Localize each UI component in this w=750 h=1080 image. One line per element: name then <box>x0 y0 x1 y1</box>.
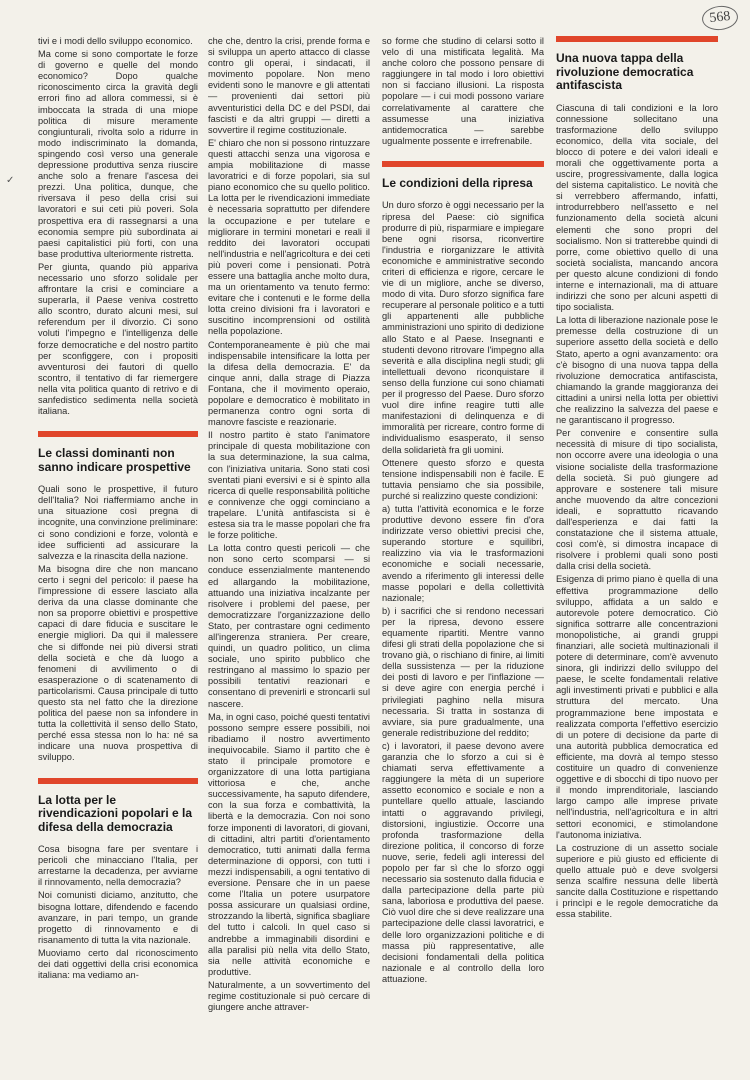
column-4 <box>556 36 718 1072</box>
paragraph: La lotta di liberazione nazionale pose le premesse della costruzione di un superiore assetto della società e dello Stato, aperto a ogni avanzamento: ora c'è bisogno di una nuova tappa della rivoluzione democratica antifascista, chiamando la grande maggioranza dei cittadini a unirsi nella lotta per obiettivi che realizzino la salvezza del paese e ne garantiscano il progresso. <box>556 315 718 426</box>
paragraph: Un duro sforzo è oggi necessario per la ripresa del Paese: ciò significa produrre di più, risparmiare e impiegare bene ogni risorsa, riconvertire l'industria e riorganizzare le attività economiche e amministrative secondo criteri di efficienza e rigore, cercare le vie di un migliore, anche se diverso, modo di vita. Duro sforzo significa fare recuperare al personale politico e a tutti gli appartenenti alle pubbliche amministrazioni uno spirito di dedizione allo Stato e al Paese. Insegnanti e studenti devono ritrovare l'impegno alla severità e alla disciplina negli studi; gli intellettuali devono riconquistare il senso della funzione cui sono chiamati per il progresso del Paese. Duro sforzo vuol dire infine reagire tutti alle manifestazioni di delinquenza e di immoralità per ricreare, contro forme di individualismo esasperato, il senso della solidarietà fra gli uomini. <box>382 200 544 455</box>
paragraph: Quali sono le prospettive, il futuro dell'Italia? Noi riaffermiamo anche in una situazione così pregna di incognite, una convinzione preliminare: ci sono condizioni e forze, volontà e idee sufficienti ad assicurare la salvezza e la rinascita della nazione. <box>38 484 198 561</box>
margin-mark: ✓ <box>6 175 15 186</box>
paragraph: tivi e i modi dello sviluppo economico. <box>38 36 193 46</box>
section-heading: La lotta per le rivendicazioni popolari e la difesa della democrazia <box>38 792 193 834</box>
paragraph: so forme che studino di celarsi sotto il velo di una mistificata legalità. Ma anche coloro che possono pensare di raggiungere in tal modo i loro obiettivi non si facciano illusioni. La risposta popolare — i cui modi possono variare correlativamente al carattere che assumesse una iniziativa antidemocratica — sarebbe ugualmente possente e irrefrenabile. <box>382 36 544 146</box>
paragraph: Il nostro partito è stato l'animatore principale di questa mobilitazione con la sua determinazione, la sua calma, con l'iniziativa unitaria. Sono stati così sventati piani eversivi e si è spinto alla ricerca di quelle responsabilità politiche e connivenze che oggi cominciano a trapelare. L'unità antifascista si è estesa sia tra le masse popolari che fra le forze politiche. <box>208 430 370 541</box>
column-3 <box>382 36 544 1072</box>
section-rule <box>556 36 718 42</box>
paragraph: a) tutta l'attività economica e le forze produttive devono essere fin d'ora indirizzate verso obiettivi precisi che, superando storture e squilibri, realizzino via via le trasformazioni economiche e sociali necessarie, avendo a riferimento gli interessi delle masse popolari e della collettività nazionale; <box>382 503 544 603</box>
section-heading: Le condizioni della ripresa <box>382 175 533 190</box>
section-rule <box>382 161 544 167</box>
section-heading: Una nuova tappa della rivoluzione democratica antifascista <box>556 51 694 92</box>
paragraph: Per giunta, quando più appariva necessario uno sforzo solidale per affrontare la crisi e cominciare a superarla, il Paese veniva costretto allo scontro, durato alcuni mesi, sul referendum per il divorzio. Ci sono voluti l'impegno e l'intelligenza delle forze democratiche e del nostro partito per sconfiggere, con i propositi avventurosi dei fautori di quello scontro, il tentativo di far riemergere nella vita politica quanto di retrivo e di sanfedistico sedimenta nella società italiana. <box>38 261 198 417</box>
page-number: 568 <box>701 4 739 32</box>
paragraph: Ottenere questo sforzo e questa tensione indispensabili non è facile. E tuttavia pensiamo che sia possibile, purché si realizzino queste condizioni: <box>382 457 544 501</box>
paragraph: E' chiaro che non si possono rintuzzare questi attacchi senza una vigorosa e ampia mobilitazione di masse lavoratrici e di forze popolari, sia sul piano economico che su quello politico. La lotta per le rivendicazioni immediate è necessaria soprattutto per difendere la occupazione e per tutelare e migliorare in termini monetari e reali il reddito dei lavoratori occupati nell'industria e nell'agricoltura e dei ceti più poveri come i pensionati. Potrà essere una battaglia anche molto dura, ma un orientamento va tenuto fermo: evitare che i contenuti e le forme della lotta creino divisioni fra i lavoratori e suscitino incomprensioni od ostilità nella popolazione. <box>208 137 370 337</box>
paragraph: Ciascuna di tali condizioni e la loro connessione sollecitano una trasformazione dello sviluppo economico, della vita sociale, del blocco di potere e dei valori ideali e morali che oggettivamente porta a uscire, progressivamente, dalla logica del sistema capitalistico. Le novità che si verrebbero affermando, infatti, introdurrebbero nell'assetto e nel funzionamento della società alcuni elementi che sono propri del socialismo. Non si tratterebbe quindi di porre, come obiettivo quello di una società socialista, mancando ancora per questo alcune condizioni di fondo interne e internazionali, ma di attuare indirizzi che sono per alcuni aspetti di tipo socialista. <box>556 102 718 313</box>
section-rule <box>38 431 198 437</box>
paragraph: Per convenire e consentire sulla necessità di misure di tipo socialista, non occorre avere una ideologia o una visione socialiste della trasformazione della società. Si può giungere ad approvare e sostenere tali misure anche muovendo da altre concezioni ideali, e soprattutto ricavando dall'esperienza e dai fatti la constatazione che il sistema attuale, così com'è, si dimostra incapace di risolvere i problemi quali sono posti dalla crisi della società. <box>556 428 718 572</box>
paragraph: Noi comunisti diciamo, anzitutto, che bisogna lottare, difendendo e facendo avanzare, in pari tempo, un grande progetto di rinnovamento e di risanamento di tutta la vita nazionale. <box>38 890 198 945</box>
column-1 <box>38 36 198 1072</box>
paragraph: Esigenza di primo piano è quella di una effettiva programmazione dello sviluppo, affidata a un saldo e autorevole potere democratico. Ciò significa sottrarre alle concentrazioni monopolistiche, ai grandi gruppi finanziari, alle società multinazionali il potere di determinare, com'è avvenuto sinora, gli indirizzi dello sviluppo del paese, le scelte fondamentali relative agli investimenti privati e pubblici e alla struttura del mercato. Una programmazione bene impostata e realizzata comporta l'effettivo esercizio di un potere di decisione da parte di una autorità pubblica democratica ed efficiente, ma dovrà al tempo stesso costituire un quadro di convenienze oggettive e di sbocchi di tipo nuovo per il mondo imprenditoriale, lasciando largo campo alle imprese private nell'industria, nell'agricoltura e in altri settori economici, e stimolandone l'autonoma iniziativa. <box>556 574 718 840</box>
paragraph: Muoviamo certo dal riconoscimento dei dati oggettivi della crisi economica italiana: ma vediamo an- <box>38 947 198 981</box>
paragraph: Naturalmente, a un sovvertimento del regime costituzionale si può cercare di giungere anche attraver- <box>208 979 370 1013</box>
paragraph: Ma bisogna dire che non mancano certo i segni del pericolo: il paese ha l'impressione di essere lasciato alla deriva da una classe dominante che non sa proporre obiettivi e prospettive capaci di dare fiducia e suscitare le energie migliori. Da qui il malessere che si diffonde nei più diversi strati della società e che dà luogo a fenomeni di avvilimento o di esasperazione o di scatenamento di particolarismi. Causa principale di tutto questo sta nel fatto che la direzione politica del paese non sa infondere in tutta la collettività il senso dello Stato, perché essa stessa non lo ha: né sa indicare una nuova prospettiva di sviluppo. <box>38 563 198 763</box>
paragraph: La lotta contro questi pericoli — che non sono certo scomparsi — si conduce essenzialmente mantenendo ed allargando la mobilitazione, attuando una iniziativa incalzante per risolvere i problemi del paese, per democratizzare l'organizzazione dello Stato, per contrastare ogni cedimento all'ingerenza straniera. Per creare, quindi, un quadro politico, un clima sociale, uno spirito pubblico che restringano al massimo lo spazio per possibili tentativi reazionari e consentano di prevenirli e stroncarli sul nascere. <box>208 543 370 709</box>
paragraph: Cosa bisogna fare per sventare i pericoli che minacciano l'Italia, per arrestarne la decadenza, per avviarne il rinnovamento, nella democrazia? <box>38 844 198 888</box>
section-rule <box>38 778 198 784</box>
section-heading: Le classi dominanti non sanno indicare prospettive <box>38 446 191 474</box>
paragraph: b) i sacrifici che si rendono necessari per la ripresa, devono essere equamente ripartiti. Mentre vanno difesi gli strati della popolazione che si trovano già, o rischiano di finire, ai limiti della sussistenza — per la riduzione dei posti di lavoro e per l'inflazione — si deve agire con energia perché i privilegiati paghino nella misura necessaria. Si tratta in sostanza di avviare, sia pure gradualmente, una generale redistribuzione del reddito; <box>382 605 544 738</box>
paragraph: Ma come si sono comportate le forze di governo e quelle del mondo economico? Dopo qualche riconoscimento circa la gravità degli errori fino ad allora commessi, si è imboccata la strada di una miope politica di misure meramente congiunturali, rivolta solo a ridurre in modo indiscriminato la domanda, spingendo così verso una generale depressione produttiva senza riuscire anche solo a frenare l'ascesa dei prezzi. Una politica, dunque, che riversava il peso della crisi sui lavoratori e sui ceti più poveri. Sola prospettiva era di rassegnarsi a una economia sempre più subordinata ai paesi capitalistici più forti, con una base produttiva ulteriormente ristretta. <box>38 49 198 259</box>
column-2 <box>208 36 370 1072</box>
paragraph: c) i lavoratori, il paese devono avere garanzia che lo sforzo a cui si è chiamati serva effettivamente a raggiungere la mèta di un superiore assetto economico e sociale e non a puntellare quello attuale, lasciando intatti o aggravando privilegi, distorsioni, ingiustizie. Occorre una profonda trasformazione della direzione politica, il concorso di forze nuove, serie, fedeli agli interessi del popolo per far sì che lo sforzo oggi necessario sia sostenuto dalla fiducia e dalla partecipazione della parte più sana, laboriosa e produttiva del paese. Ciò vuol dire che si deve realizzare una partecipazione delle classi lavoratrici, e delle loro organizzazioni politiche e di massa più rappresentative, alle decisioni fondamentali della politica nazionale e al controllo della loro attuazione. <box>382 740 544 984</box>
paragraph: La costruzione di un assetto sociale superiore e più giusto ed efficiente di quello attuale può e deve svolgersi senza scalfire nessuna delle libertà sancite dalla Costituzione e rispettando i princìpi e le regole democratiche da essa stabilite. <box>556 842 718 920</box>
paragraph: Ma, in ogni caso, poiché questi tentativi possono sempre essere possibili, noi ribadiamo il nostro avvertimento inequivocabile. Siamo il partito che è stato il principale promotore e organizzatore di una lotta partigiana vittoriosa e che, anche successivamente, ha saputo difendere, con la sua forza e combattività, la libertà e la democrazia. Con noi sono forze imponenti di lavoratori, di giovani, di cittadini, altri partiti d'orientamento democratico, tutti animati dalla ferma determinazione di opporsi, con tutti i mezzi indispensabili, a ogni tentativo di eversione. Pensare che in un paese come l'Italia un potere usurpatore possa assicurare un qualsiasi ordine, strozzando la libertà, significa sbagliare del tutto i calcoli. In quel caso si andrebbe a immaginabili disordini e alla paralisi più nella vita dello Stato, sia nelle attività economiche e produttive. <box>208 711 370 977</box>
paragraph: Contemporaneamente è più che mai indispensabile intensificare la lotta per la difesa della democrazia. E' da cinque anni, dalla strage di Piazza Fontana, che il movimento operaio, popolare e democratico è mobilitato in permanenza contro ogni sorta di manovre fasciste e reazionarie. <box>208 339 370 428</box>
paragraph: che che, dentro la crisi, prende forma e si sviluppa un aperto attacco di classe contro gli operai, i sindacati, il movimento popolare. Non meno evidenti sono le manovre e gli attentati — provenienti dai settori più avventuristici della DC e del PSDI, dai fascisti e da altri gruppi — diretti a sovvertire il regime costituzionale. <box>208 36 370 135</box>
